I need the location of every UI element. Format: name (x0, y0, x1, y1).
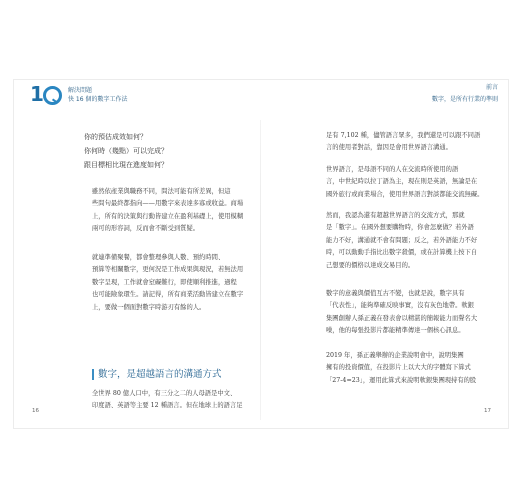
right-page-number: 17 (484, 408, 491, 414)
chapter-title: 數字，是所有行業的準則 (431, 96, 498, 103)
left-paragraph-2: 就連準備聚餐，都會整理參與人數、預約時間、 預算等相關數字，更何況是工作成果與現況，若無法用 數字呈現，工作就會窒礙難行，即使順利推進，過程 也可能險象環生。請記得，所有商業活動皆建立在數字 上，要做一個面對數字時游刃有餘的人。 (92, 254, 244, 311)
left-paragraph-3: 全世界 80 億人口中，有三分之二的人母語是中文、 印度語、英語等主要 12 種語言。但在地球上的語言足 (92, 390, 243, 410)
right-paragraph-2: 世界語言，是母語不同的人在交流時所使用的語 言，中世紀時以拉丁語為主，現在則是英語，無論是在 國外旅行或商業場合，使用世界語言對談都能交流無礙。 (326, 166, 484, 198)
section-heading: 數字，是超越語言的溝通方式 (92, 366, 222, 380)
question-item: 你的預估成效如何？ (84, 133, 147, 141)
book-title-line1: 解決問題 (68, 87, 93, 94)
chapter-label: 前言 (485, 84, 498, 91)
question-item: 跟目標相比現在進度如何？ (84, 161, 168, 169)
right-paragraph-4: 數字的意義與價值互古不變，也就是說，數字具有 「代表性」，能夠準確反映事實，沒有灰色地帶。軟銀 集團創辦人孫正義在發表會以精湛的簡報能力而聲名大 噪，他的每張投影片都能精準傳達一個核心訊息。 (326, 290, 478, 335)
right-paragraph-1: 足有 7,102 種，儘管語言眾多，我們還是可以跟不同語 言的使用者對話，靠因是會用世界語言溝通。 (326, 132, 481, 152)
left-page-number: 16 (32, 408, 39, 414)
page-gutter (260, 120, 261, 420)
book-title-line2: 快 16 個的數字工作法 (68, 96, 128, 103)
right-paragraph-3: 然而，我認為還有超越世界語言的交流方式，那就 是「數字」。在國外想要購物時，你會怎麼做？若外語 能力不好，溝通就不會有問題；反之，若外語能力不好 時，可以動動手指比出數字殺價，或在計算機上按下自 己想要的價格以達成交易目的。 (326, 212, 478, 269)
book-logo-icon: 1 (28, 80, 64, 110)
left-paragraph-1: 雖然依產業與職務不同，問法可能有所差異，但這 些問句最終都指向——用數字來表達多寡或收益。商場 上，所有的決策與行動皆建立在盈利基礎上，使用模糊 兩可的形容詞，反而會不斷受到質疑。 (92, 188, 244, 233)
right-running-header (432, 82, 498, 103)
right-paragraph-5: 2019 年，孫正義舉辦的企業說明會中，說明集團 擁有的投資價值，在投影片上以大大的字體寫下算式 「27-4=23」，運用此算式來說明軟銀集團現持有的股 (326, 352, 477, 384)
questions-list (84, 130, 244, 172)
question-item: 你何時（幾點）可以完成？ (84, 147, 168, 155)
heading-accent-bar (92, 369, 94, 380)
